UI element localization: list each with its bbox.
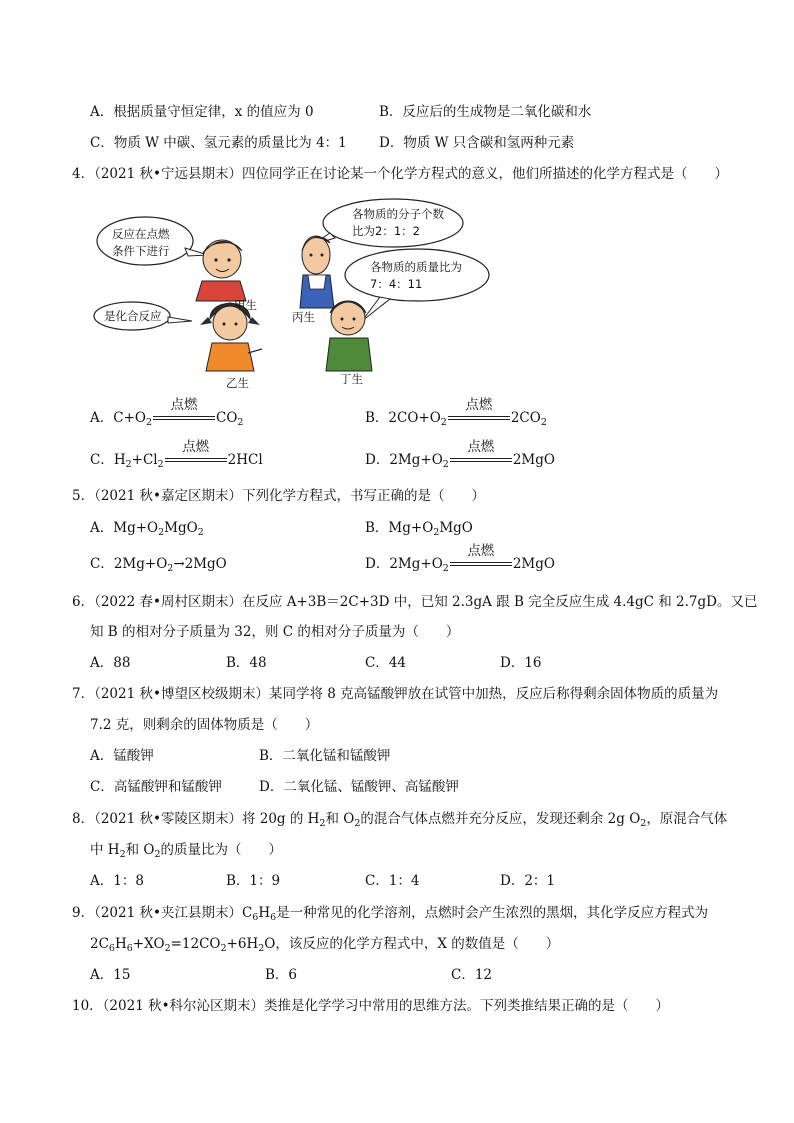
q4-option-d: D．$2Mg+O_2$ 点燃 2MgO	[365, 438, 555, 470]
bubble-yi: 是化合反应	[104, 309, 162, 323]
q3-option-a: A．根据质量守恒定律，x 的值应为 0	[90, 104, 314, 120]
q9-stem-line1: 9．（2021 秋•夹江县期末）$C_6H_6$是一种常见的化学溶剂，点燃时会产生浓烈的黑烟，其化学反应方程式为	[72, 905, 709, 923]
name-bing: 丙生	[292, 310, 315, 324]
q8-option-c: C．1：4	[365, 873, 420, 889]
name-jia: 甲生	[234, 298, 257, 312]
student-yi-figure	[200, 303, 262, 371]
q7-option-d: D．二氧化锰、锰酸钾、高锰酸钾	[259, 779, 459, 795]
q7-option-a: A．锰酸钾	[90, 748, 154, 764]
q5-option-c: C．$2Mg+O_2\to 2MgO$	[90, 556, 227, 574]
bubble-bing-line2: 比为2：1：2	[352, 224, 420, 238]
q6-option-c: C．44	[365, 655, 407, 671]
q9-option-c: C．12	[451, 967, 493, 983]
q8-option-d: D．2：1	[500, 873, 556, 889]
q7-stem-line2: 7.2 克，则剩余的固体物质是（ ）	[90, 717, 319, 733]
bubble-ding-line1: 各物质的质量比为	[370, 260, 462, 274]
q8-stem-line1: 8．（2021 秋•零陵区期末）将 20g 的 $H_2$和 $O_2$的混合气体点燃并充分反应，发现还剩余 2g $O_2$，原混合气体	[72, 811, 728, 829]
q7-option-c: C．高锰酸钾和锰酸钾	[90, 779, 222, 795]
q9-option-b: B．6	[265, 967, 298, 983]
q5-stem: 5．（2021 秋•嘉定区期末）下列化学方程式，书写正确的是（ ）	[72, 488, 485, 504]
student-jia-figure	[196, 240, 246, 301]
q6-option-d: D．16	[500, 655, 542, 671]
bubble-ding-line2: 7：4：11	[370, 277, 423, 291]
q9-stem-line2: $2C_6H_6+XO_2=12CO_2+6H_2O$，该反应的化学方程式中，X 的数值是（ ）	[90, 936, 560, 954]
bubble-jia-line2: 条件下进行	[112, 244, 170, 258]
q5-option-a: A．$Mg+O_2MgO_2$	[90, 520, 204, 538]
q4-option-a: A．$C+O_2$ 点燃 $CO_2$	[90, 396, 244, 428]
student-bing-figure	[300, 236, 334, 308]
q4-option-c: C．$H_2+Cl_2$ 点燃 2HCl	[90, 438, 263, 470]
q4-stem: 4．（2021 秋•宁远县期末）四位同学正在讨论某一个化学方程式的意义，他们所描述的化学方程式是（ ）	[72, 166, 728, 182]
q7-option-b: B．二氧化锰和锰酸钾	[259, 748, 391, 764]
bubble-jia-line1: 反应在点燃	[112, 227, 170, 241]
q8-option-a: A．1：8	[90, 873, 144, 889]
q8-option-b: B．1：9	[226, 873, 281, 889]
q4-illustration	[90, 193, 510, 393]
q6-option-a: A．88	[90, 655, 131, 671]
q4-option-b: B．$2CO+O_2$ 点燃 $2CO_2$	[365, 396, 547, 428]
q5-option-b: B．$Mg+O_2MgO$	[365, 520, 473, 538]
name-yi: 乙生	[226, 376, 249, 390]
name-ding: 丁生	[340, 372, 363, 386]
q7-stem-line1: 7．（2021 秋•博望区校级期末）某同学将 8 克高锰酸钾放在试管中加热，反应后称得剩余固体物质的质量为	[72, 686, 719, 702]
student-ding-figure	[326, 301, 372, 371]
q5-option-d: D．$2Mg+O_2$ 点燃 2MgO	[365, 542, 555, 574]
q8-stem-line2: 中 $H_2$和 $O_2$的质量比为（ ）	[90, 842, 283, 860]
q3-option-b: B．反应后的生成物是二氧化碳和水	[379, 104, 592, 120]
q3-option-d: D．物质 W 只含碳和氢两种元素	[379, 135, 575, 151]
q6-stem-line2: 知 B 的相对分子质量为 32，则 C 的相对分子质量为（ ）	[90, 624, 460, 640]
q6-stem-line1: 6．（2022 春•周村区期末）在反应 A+3B＝2C+3D 中，已知 2.3gA 跟 B 完全反应生成 4.4gC 和 2.7gD。又已	[72, 594, 758, 610]
q3-option-c: C．物质 W 中碳、氢元素的质量比为 4：1	[90, 135, 347, 151]
q6-option-b: B．48	[226, 655, 267, 671]
bubble-bing-line1: 各物质的分子个数	[352, 207, 444, 221]
q10-stem: 10．（2021 秋•科尔沁区期末）类推是化学学习中常用的思维方法。下列类推结果正确的是（ ）	[72, 998, 670, 1014]
q9-option-a: A．15	[90, 967, 131, 983]
